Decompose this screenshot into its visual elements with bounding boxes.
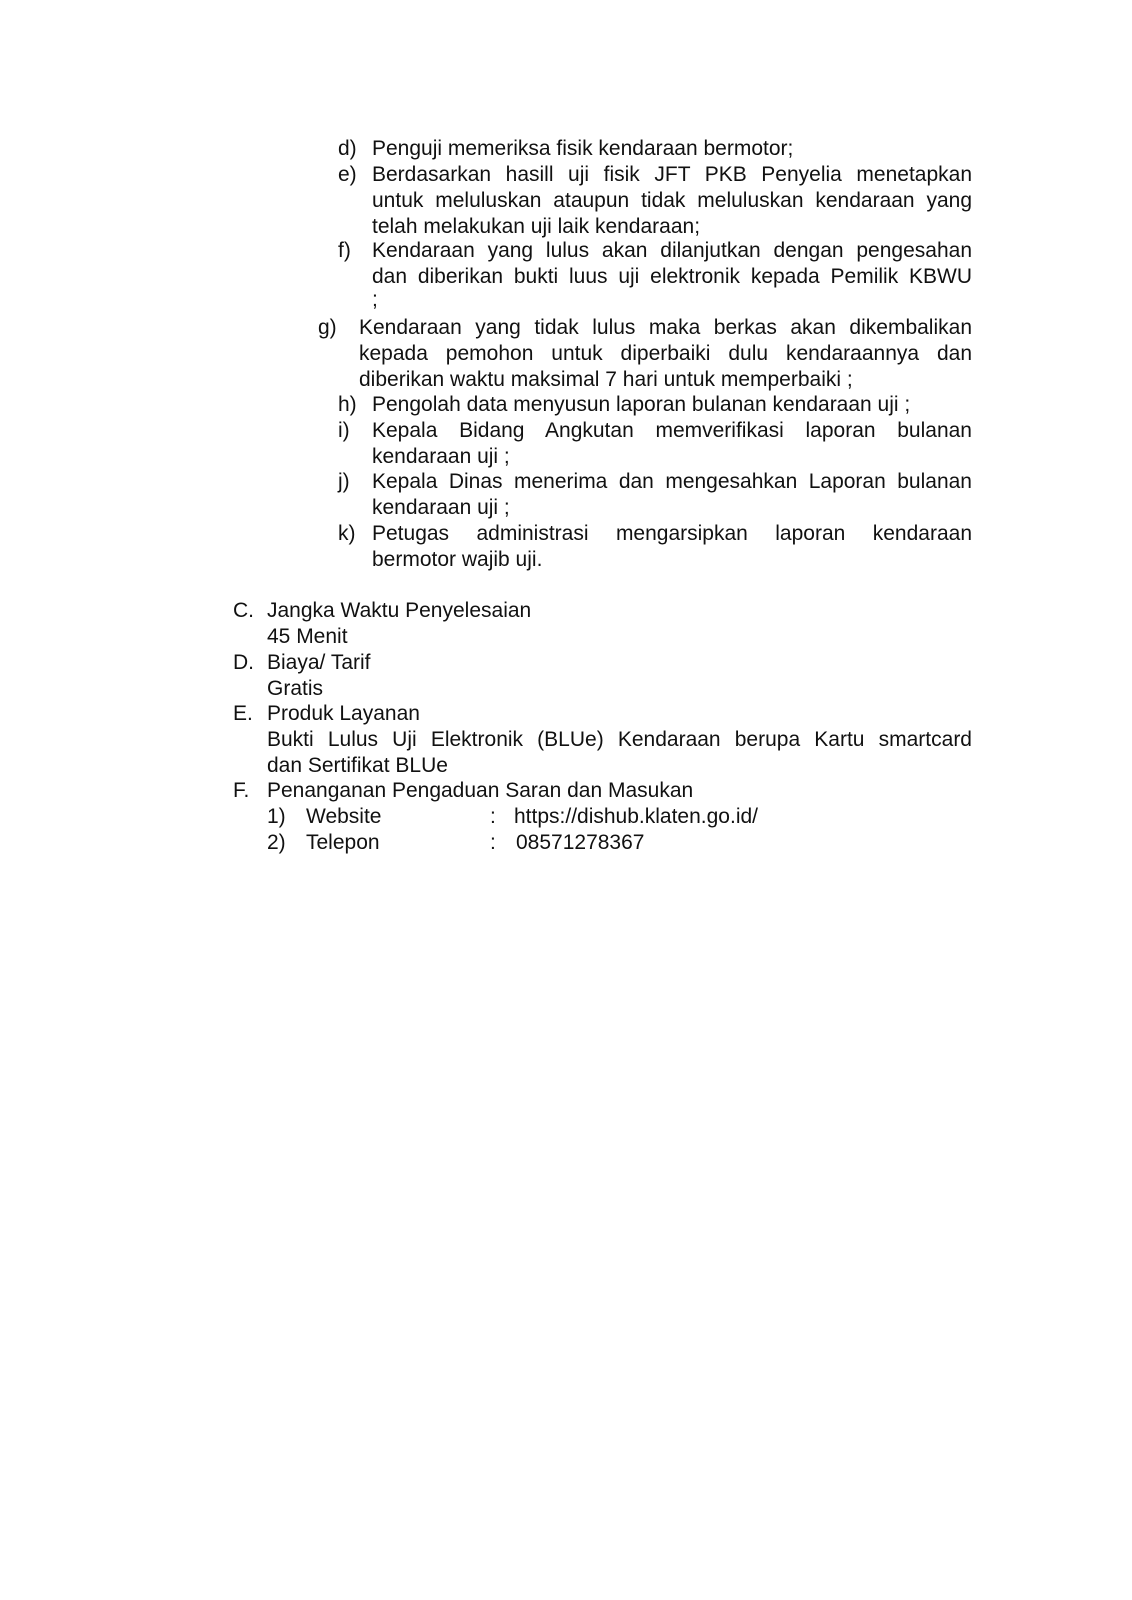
section-label: F.: [233, 779, 250, 802]
section-value: Bukti Lulus Uji Elektronik (BLUe) Kendaraan berupa Kartu smartcard dan Sertifikat BLUe: [267, 728, 972, 777]
contact-separator: :: [490, 831, 496, 854]
section-title: Jangka Waktu Penyelesaian: [267, 599, 532, 622]
step-label: g): [318, 316, 337, 339]
step-label: e): [338, 163, 357, 186]
step-text: Kendaraan yang tidak lulus maka berkas akan dikembalikan kepada pemohon untuk diperbaiki dulu kendaraannya dan diberikan waktu maksimal 7 hari untuk memperbaiki ;: [359, 316, 972, 391]
step-label: f): [338, 239, 351, 262]
step-text: Penguji memeriksa fisik kendaraan bermotor;: [372, 137, 794, 160]
step-text: Petugas administrasi mengarsipkan laporan kendaraan bermotor wajib uji.: [372, 522, 972, 571]
contact-number: 1): [267, 805, 286, 828]
step-text: Kendaraan yang lulus akan dilanjutkan dengan pengesahan dan diberikan bukti luus uji elektronik kepada Pemilik KBWU ;: [372, 239, 972, 311]
phone-number: 08571278367: [516, 831, 645, 854]
step-text: Kepala Bidang Angkutan memverifikasi laporan bulanan kendaraan uji ;: [372, 419, 972, 468]
step-label: j): [338, 470, 350, 493]
step-text: Pengolah data menyusun laporan bulanan kendaraan uji ;: [372, 393, 911, 416]
contact-name: Telepon: [306, 831, 380, 854]
step-text: Berdasarkan hasill uji fisik JFT PKB Penyelia menetapkan untuk meluluskan ataupun tidak meluluskan kendaraan yang telah melakukan uji laik kendaraan;: [372, 163, 972, 238]
section-title: Produk Layanan: [267, 702, 420, 725]
step-text: Kepala Dinas menerima dan mengesahkan Laporan bulanan kendaraan uji ;: [372, 470, 972, 519]
step-label: d): [338, 137, 357, 160]
section-label: D.: [233, 651, 254, 674]
contact-number: 2): [267, 831, 286, 854]
step-label: i): [338, 419, 350, 442]
section-value: 45 Menit: [267, 625, 348, 648]
contact-name: Website: [306, 805, 382, 828]
contact-separator: :: [490, 805, 496, 828]
website-link[interactable]: https://dishub.klaten.go.id/: [514, 805, 758, 828]
section-title: Biaya/ Tarif: [267, 651, 371, 674]
section-value: Gratis: [267, 677, 324, 700]
step-label: k): [338, 522, 356, 545]
section-label: C.: [233, 599, 254, 622]
section-title: Penanganan Pengaduan Saran dan Masukan: [267, 779, 694, 802]
section-label: E.: [233, 702, 253, 725]
step-label: h): [338, 393, 357, 416]
